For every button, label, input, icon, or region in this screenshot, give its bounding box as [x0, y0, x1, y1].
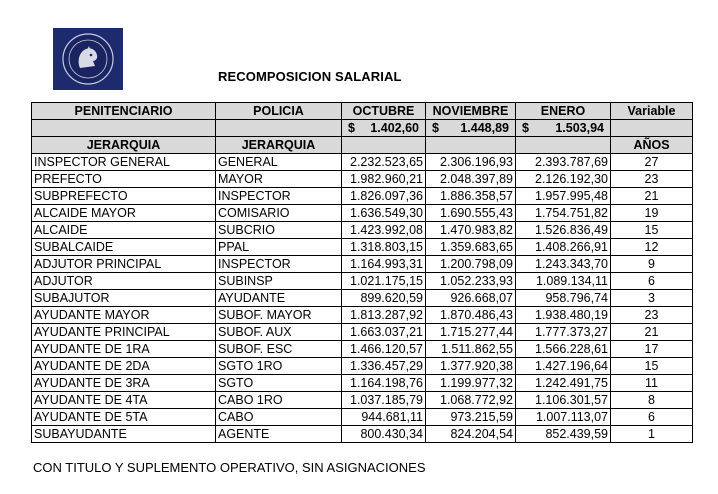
cell-policia-rank: CABO — [216, 409, 342, 426]
cell-policia-rank: SUBCRIO — [216, 222, 342, 239]
cell-anos: 11 — [611, 375, 693, 392]
cell-penitenciario-rank: AYUDANTE PRINCIPAL — [32, 324, 216, 341]
cell-noviembre-salary: 1.200.798,09 — [426, 256, 516, 273]
cell-enero-salary: 1.526.836,49 — [516, 222, 611, 239]
subheader-row — [32, 137, 693, 154]
cell-octubre-salary: 899.620,59 — [342, 290, 426, 307]
cell-penitenciario-rank: AYUDANTE DE 1RA — [32, 341, 216, 358]
price-value-noviembre: 1.448,89 — [460, 120, 509, 135]
cell-noviembre-salary: 926.668,07 — [426, 290, 516, 307]
cell-noviembre-salary: 1.886.358,57 — [426, 188, 516, 205]
cell-penitenciario-rank: ALCAIDE — [32, 222, 216, 239]
cell-noviembre-salary: 1.359.683,65 — [426, 239, 516, 256]
cell-penitenciario-rank: AYUDANTE DE 4TA — [32, 392, 216, 409]
cell-noviembre-salary: 824.204,54 — [426, 426, 516, 443]
col-header-octubre: OCTUBRE — [342, 103, 426, 120]
cell-noviembre-salary: 1.377.920,38 — [426, 358, 516, 375]
cell-octubre-salary: 1.982.960,21 — [342, 171, 426, 188]
cell-octubre-salary: 1.813.287,92 — [342, 307, 426, 324]
cell-policia-rank: MAYOR — [216, 171, 342, 188]
cell-policia-rank: INSPECTOR — [216, 256, 342, 273]
cell-policia-rank: SGTO 1RO — [216, 358, 342, 375]
table-row — [32, 392, 693, 409]
cell-noviembre-salary: 2.306.196,93 — [426, 154, 516, 171]
table-row — [32, 154, 693, 171]
cell-octubre-salary: 1.636.549,30 — [342, 205, 426, 222]
price-noviembre — [426, 120, 516, 137]
col-subheader-jerarquia-pol: JERARQUIA — [216, 137, 342, 154]
col-header-penitenciario: PENITENCIARIO — [32, 103, 216, 120]
cell-noviembre-salary: 1.690.555,43 — [426, 205, 516, 222]
currency-symbol: $ — [348, 120, 355, 135]
police-emblem-logo — [53, 28, 123, 90]
cell-policia-rank: SUBOF. MAYOR — [216, 307, 342, 324]
cell-enero-salary: 1.408.266,91 — [516, 239, 611, 256]
col-header-variable: Variable — [611, 103, 693, 120]
cell-octubre-salary: 1.037.185,79 — [342, 392, 426, 409]
cell-penitenciario-rank: INSPECTOR GENERAL — [32, 154, 216, 171]
cell-policia-rank: INSPECTOR — [216, 188, 342, 205]
cell-penitenciario-rank: ADJUTOR PRINCIPAL — [32, 256, 216, 273]
cell-octubre-salary: 1.336.457,29 — [342, 358, 426, 375]
cell-octubre-salary: 1.663.037,21 — [342, 324, 426, 341]
cell-penitenciario-rank: AYUDANTE DE 3RA — [32, 375, 216, 392]
cell-penitenciario-rank: SUBAYUDANTE — [32, 426, 216, 443]
cell-penitenciario-rank: AYUDANTE MAYOR — [32, 307, 216, 324]
cell-octubre-salary: 1.164.198,76 — [342, 375, 426, 392]
cell-penitenciario-rank: AYUDANTE DE 2DA — [32, 358, 216, 375]
salary-table — [31, 102, 693, 443]
cell-noviembre-salary: 973.215,59 — [426, 409, 516, 426]
table-row — [32, 341, 693, 358]
cell-penitenciario-rank: AYUDANTE DE 5TA — [32, 409, 216, 426]
cell-noviembre-salary: 1.470.983,82 — [426, 222, 516, 239]
cell-anos: 6 — [611, 273, 693, 290]
cell-policia-rank: SGTO — [216, 375, 342, 392]
price-blank-6 — [611, 120, 693, 137]
cell-anos: 27 — [611, 154, 693, 171]
cell-enero-salary: 1.777.373,27 — [516, 324, 611, 341]
cell-penitenciario-rank: SUBPREFECTO — [32, 188, 216, 205]
cell-octubre-salary: 2.232.523,65 — [342, 154, 426, 171]
cell-policia-rank: CABO 1RO — [216, 392, 342, 409]
table-row — [32, 273, 693, 290]
cell-enero-salary: 1.007.113,07 — [516, 409, 611, 426]
cell-enero-salary: 2.126.192,30 — [516, 171, 611, 188]
cell-policia-rank: COMISARIO — [216, 205, 342, 222]
cell-policia-rank: SUBOF. AUX — [216, 324, 342, 341]
cell-enero-salary: 1.106.301,57 — [516, 392, 611, 409]
cell-anos: 23 — [611, 171, 693, 188]
cell-octubre-salary: 1.826.097,36 — [342, 188, 426, 205]
subheader-blank-ene — [516, 137, 611, 154]
col-header-enero: ENERO — [516, 103, 611, 120]
cell-penitenciario-rank: ADJUTOR — [32, 273, 216, 290]
cell-anos: 1 — [611, 426, 693, 443]
cell-octubre-salary: 800.430,34 — [342, 426, 426, 443]
price-value-enero: 1.503,94 — [555, 120, 604, 135]
table-row — [32, 409, 693, 426]
table-row — [32, 324, 693, 341]
table-row — [32, 222, 693, 239]
cell-enero-salary: 1.566.228,61 — [516, 341, 611, 358]
table-row — [32, 239, 693, 256]
subheader-blank-nov — [426, 137, 516, 154]
cell-enero-salary: 2.393.787,69 — [516, 154, 611, 171]
cell-anos: 15 — [611, 222, 693, 239]
price-row — [32, 120, 693, 137]
cell-anos: 15 — [611, 358, 693, 375]
header-row — [32, 103, 693, 120]
table-row — [32, 256, 693, 273]
cell-anos: 6 — [611, 409, 693, 426]
col-subheader-jerarquia-pen: JERARQUIA — [32, 137, 216, 154]
table-row — [32, 426, 693, 443]
table-row — [32, 307, 693, 324]
table-row — [32, 188, 693, 205]
cell-penitenciario-rank: SUBALCAIDE — [32, 239, 216, 256]
cell-noviembre-salary: 2.048.397,89 — [426, 171, 516, 188]
cell-policia-rank: GENERAL — [216, 154, 342, 171]
cell-penitenciario-rank: ALCAIDE MAYOR — [32, 205, 216, 222]
cell-anos: 17 — [611, 341, 693, 358]
cell-anos: 8 — [611, 392, 693, 409]
subheader-blank-oct — [342, 137, 426, 154]
cell-enero-salary: 1.242.491,75 — [516, 375, 611, 392]
cell-policia-rank: PPAL — [216, 239, 342, 256]
cell-policia-rank: AYUDANTE — [216, 290, 342, 307]
cell-policia-rank: AGENTE — [216, 426, 342, 443]
cell-enero-salary: 852.439,59 — [516, 426, 611, 443]
currency-symbol: $ — [522, 120, 529, 135]
cell-noviembre-salary: 1.870.486,43 — [426, 307, 516, 324]
cell-penitenciario-rank: PREFECTO — [32, 171, 216, 188]
cell-anos: 23 — [611, 307, 693, 324]
cell-policia-rank: SUBINSP — [216, 273, 342, 290]
table-row — [32, 375, 693, 392]
cell-anos: 3 — [611, 290, 693, 307]
table-row — [32, 290, 693, 307]
cell-enero-salary: 1.089.134,11 — [516, 273, 611, 290]
cell-enero-salary: 1.427.196,64 — [516, 358, 611, 375]
cell-enero-salary: 1.957.995,48 — [516, 188, 611, 205]
price-blank-2 — [216, 120, 342, 137]
price-enero — [516, 120, 611, 137]
cell-anos: 21 — [611, 324, 693, 341]
cell-noviembre-salary: 1.715.277,44 — [426, 324, 516, 341]
cell-penitenciario-rank: SUBAJUTOR — [32, 290, 216, 307]
document-title: RECOMPOSICION SALARIAL — [218, 69, 402, 84]
cell-octubre-salary: 1.318.803,15 — [342, 239, 426, 256]
cell-enero-salary: 958.796,74 — [516, 290, 611, 307]
cell-anos: 12 — [611, 239, 693, 256]
cell-noviembre-salary: 1.511.862,55 — [426, 341, 516, 358]
cell-enero-salary: 1.243.343,70 — [516, 256, 611, 273]
price-blank-1 — [32, 120, 216, 137]
cell-policia-rank: SUBOF. ESC — [216, 341, 342, 358]
cell-anos: 19 — [611, 205, 693, 222]
cell-octubre-salary: 1.466.120,57 — [342, 341, 426, 358]
cell-enero-salary: 1.938.480,19 — [516, 307, 611, 324]
cell-noviembre-salary: 1.199.977,32 — [426, 375, 516, 392]
table-row — [32, 205, 693, 222]
cell-octubre-salary: 1.423.992,08 — [342, 222, 426, 239]
cell-octubre-salary: 1.164.993,31 — [342, 256, 426, 273]
cell-anos: 9 — [611, 256, 693, 273]
cell-anos: 21 — [611, 188, 693, 205]
col-subheader-anos: AÑOS — [611, 137, 693, 154]
price-octubre — [342, 120, 426, 137]
table-row — [32, 171, 693, 188]
cell-octubre-salary: 1.021.175,15 — [342, 273, 426, 290]
price-value-octubre: 1.402,60 — [370, 120, 419, 135]
cell-enero-salary: 1.754.751,82 — [516, 205, 611, 222]
cell-octubre-salary: 944.681,11 — [342, 409, 426, 426]
currency-symbol: $ — [432, 120, 439, 135]
col-header-noviembre: NOVIEMBRE — [426, 103, 516, 120]
table-row — [32, 358, 693, 375]
footnote: CON TITULO Y SUPLEMENTO OPERATIVO, SIN ASIGNACIONES — [33, 460, 426, 475]
cell-noviembre-salary: 1.052.233,93 — [426, 273, 516, 290]
cell-noviembre-salary: 1.068.772,92 — [426, 392, 516, 409]
col-header-policia: POLICIA — [216, 103, 342, 120]
